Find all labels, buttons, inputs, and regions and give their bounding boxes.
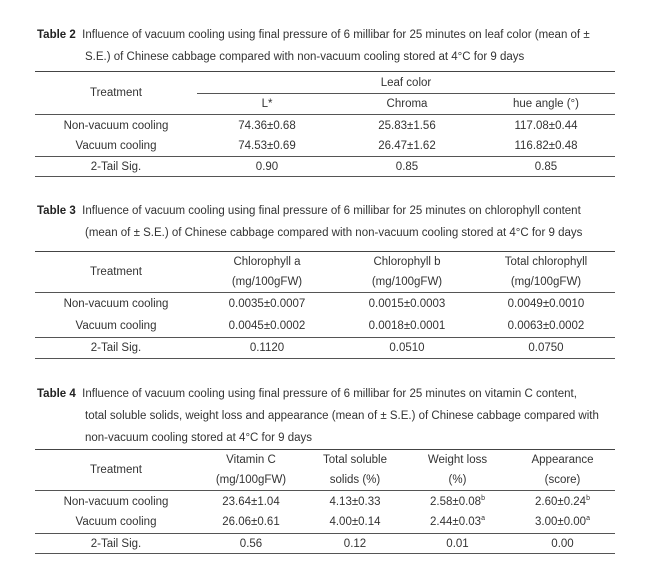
row-label: Non-vacuum cooling (63, 120, 169, 132)
cell-value: 0.00 (551, 538, 574, 550)
table-2-caption-line2: S.E.) of Chinese cabbage compared with non-vacuum cooling stored at 4°C for 9 days (85, 51, 525, 63)
cell-value: 0.0049±0.0010 (507, 298, 585, 310)
row-label: Non-vacuum cooling (63, 496, 169, 508)
row-label: Vacuum cooling (75, 320, 157, 332)
table-4-top-rule (35, 449, 615, 450)
cell-value: 4.13±0.33 (329, 496, 381, 508)
table-2-col-chroma: Chroma (386, 98, 428, 110)
table-3-col-chl-b-unit: (mg/100gFW) (371, 276, 443, 288)
row-label: Vacuum cooling (75, 516, 157, 528)
cell-value: 0.0750 (528, 342, 564, 354)
table-3-col-total-unit: (mg/100gFW) (510, 276, 582, 288)
row-label: Vacuum cooling (75, 140, 157, 152)
cell-value: 26.47±1.62 (378, 140, 436, 152)
table-3-caption-line2: (mean of ± S.E.) of Chinese cabbage compared with non-vacuum cooling stored at 4°C for 9 days (85, 227, 583, 239)
cell-value: 0.0045±0.0002 (228, 320, 306, 332)
table-4-caption-line3: non-vacuum cooling stored at 4°C for 9 days (85, 432, 313, 444)
row-label: 2-Tail Sig. (90, 161, 142, 173)
table-3-sig-rule (35, 337, 615, 338)
table-4-caption-line2: total soluble solids, weight loss and appearance (mean of ± S.E.) of Chinese cabbage compared with (85, 410, 599, 422)
cell-value: 116.82±0.48 (514, 140, 578, 152)
table-4-col-appearance-unit: (score) (544, 474, 581, 486)
cell-value: 0.56 (239, 538, 263, 550)
cell-value: 3.00±0.00$^a$ (535, 515, 590, 528)
cell-value: 0.01 (446, 538, 469, 550)
cell-value: 2.58±0.08$^b$ (430, 495, 485, 508)
row-label: 2-Tail Sig. (90, 538, 142, 550)
cell-value: 0.0035±0.0007 (228, 298, 306, 310)
table-3-label: Table 3 (37, 205, 76, 217)
cell-value: 23.64±1.04 (222, 496, 280, 508)
table-2-group-rule (197, 93, 615, 94)
table-2-col-hue: hue angle (°) (513, 98, 579, 110)
cell-value: 0.85 (534, 161, 558, 173)
table-4-col-appearance: Appearance (531, 454, 594, 466)
table-4-col-tss-unit: solids (%) (329, 474, 381, 486)
table-3-col-chl-b: Chlorophyll b (373, 256, 441, 268)
table-2-sig-rule (35, 156, 615, 157)
table-3-caption-line1: Influence of vacuum cooling using final pressure of 6 millibar for 25 minutes on chlorophyll content (82, 205, 581, 217)
table-3-col-chl-a-unit: (mg/100gFW) (231, 276, 303, 288)
superscript: a (586, 515, 590, 523)
cell-value: 0.12 (343, 538, 367, 550)
cell-value: 74.53±0.69 (238, 140, 296, 152)
table-4-caption-line1: Influence of vacuum cooling using final pressure of 6 millibar for 25 minutes on vitamin C content, (82, 388, 577, 400)
row-label: 2-Tail Sig. (90, 342, 142, 354)
superscript: a (481, 515, 485, 523)
cell-value: 0.0063±0.0002 (507, 320, 585, 332)
cell-value: 0.90 (255, 161, 279, 173)
table-2-group-header: Leaf color (380, 77, 432, 89)
cell-value: 0.1120 (249, 342, 285, 354)
table-4-caption (37, 383, 630, 449)
table-3-caption (37, 200, 630, 244)
table-2-header-rule (35, 114, 615, 115)
table-4-sig-rule (35, 533, 615, 534)
cell-value: 0.0018±0.0001 (368, 320, 446, 332)
table-2-col-l: L* (261, 98, 273, 110)
table-4-col-tss: Total soluble (323, 454, 387, 466)
table-4-col-vitc-unit: (mg/100gFW) (215, 474, 287, 486)
table-4-bottom-rule (35, 553, 615, 554)
table-3-col-chl-a: Chlorophyll a (233, 256, 301, 268)
superscript: b (481, 495, 485, 503)
table-2-label: Table 2 (37, 29, 76, 41)
table-4-treatment-header: Treatment (90, 464, 142, 476)
cell-value: 4.00±0.14 (329, 516, 381, 528)
table-3-top-rule (35, 251, 615, 252)
cell-value: 0.85 (395, 161, 419, 173)
table-4-col-weight: Weight loss (427, 454, 488, 466)
cell-value: 74.36±0.68 (238, 120, 296, 132)
table-3-col-total: Total chlorophyll (504, 256, 588, 268)
cell-value: 2.44±0.03$^a$ (430, 515, 485, 528)
table-2-caption (37, 24, 630, 68)
table-3-header-rule (35, 292, 615, 293)
table-2-caption-line1: Influence of vacuum cooling using final pressure of 6 millibar for 25 minutes on leaf color (mean of ± (82, 29, 590, 41)
cell-value: 117.08±0.44 (514, 120, 578, 132)
table-3-treatment-header: Treatment (90, 266, 142, 278)
table-3-bottom-rule (35, 358, 615, 359)
table-2-bottom-rule (35, 176, 615, 177)
superscript: b (586, 495, 590, 503)
table-2-top-rule (35, 71, 615, 72)
table-4-label: Table 4 (37, 388, 76, 400)
table-2-treatment-header: Treatment (90, 87, 142, 99)
cell-value: 0.0510 (389, 342, 425, 354)
row-label: Non-vacuum cooling (63, 298, 169, 310)
table-4-col-weight-unit: (%) (448, 474, 467, 486)
cell-value: 0.0015±0.0003 (368, 298, 446, 310)
table-4-header-rule (35, 490, 615, 491)
table-4-col-vitc: Vitamin C (226, 454, 276, 466)
cell-value: 26.06±0.61 (222, 516, 280, 528)
cell-value: 25.83±1.56 (378, 120, 436, 132)
cell-value: 2.60±0.24$^b$ (535, 495, 590, 508)
